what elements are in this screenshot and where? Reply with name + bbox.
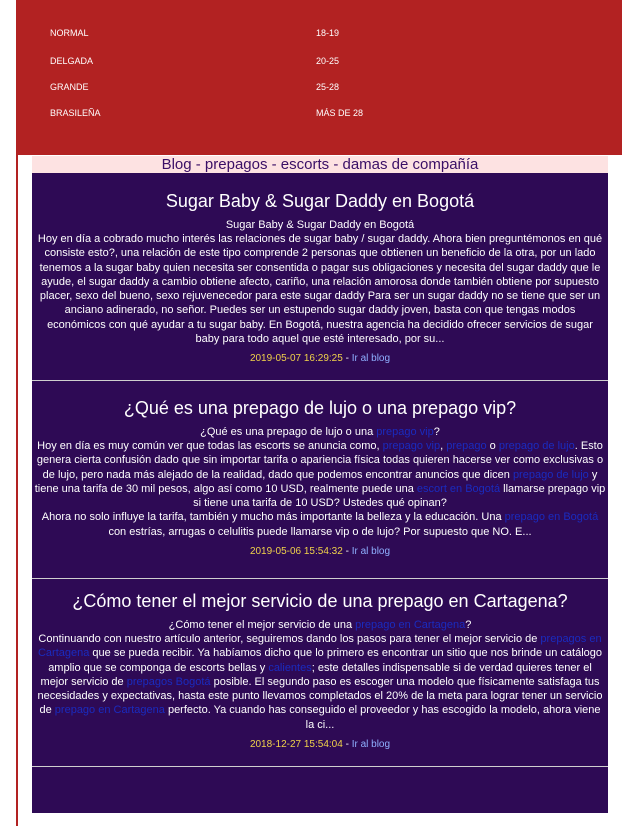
size-type: BRASILEÑA — [50, 108, 101, 118]
excerpt-text: posible. El segundo paso es escoger una modelo que físicamente satisfaga tus necesidades y expectativas, hasta este punto llevamos completados el 20% de la meta para lograr tener un servicio de — [37, 675, 603, 717]
post-divider — [32, 578, 608, 579]
post-title[interactable]: ¿Cómo tener el mejor servicio de una prepago en Cartagena? — [72, 591, 568, 611]
subtitle-text: ? — [433, 426, 440, 438]
size-table — [18, 0, 622, 155]
read-blog-link[interactable]: Ir al blog — [351, 739, 391, 751]
excerpt-text: llamarse prepago vip si tiene una tarifa de 10 USD? Ustedes qué opinan? — [193, 482, 606, 510]
post-excerpt — [32, 439, 608, 539]
inline-link[interactable]: prepago en Bogotá — [504, 511, 599, 524]
excerpt-text: que se pueda recibir. Ya habíamos dicho que lo primero es encontrar un sitio que nos brinde un catálogo amplio que se componga de escorts bellas y — [48, 647, 603, 674]
inline-link[interactable]: escort en Bogotá — [416, 482, 501, 495]
inline-link[interactable]: prepago vip — [382, 440, 441, 452]
excerpt-text: perfecto. Ya cuando has conseguido el proveedor y has escogido la modelo, ahora viene la ci... — [164, 704, 601, 731]
excerpt-text: o — [486, 440, 499, 452]
post-subtitle: Sugar Baby & Sugar Daddy en Bogotá — [225, 219, 415, 231]
inline-link[interactable]: prepagos en Cartagena — [37, 633, 602, 660]
excerpt-text: Hoy en día es muy común ver que todas las escorts se anuncia como, — [37, 440, 383, 452]
excerpt-text: Ahora no solo influye la tarifa, también y mucho más importante la belleza y la educación. Una — [41, 511, 505, 524]
excerpt-text: con estrías, arrugas o celulitis puede llamarse vip o de lujo? Por supuesto que NO. E... — [108, 525, 532, 538]
post-meta — [32, 738, 608, 751]
excerpt-text: . Esto genera cierta confusión dado que sin importar tarifa o apariencia física todas quieren hacerse ver como exclusivas o de lujo, pero nada más alejado de la realidad, dado que podemos encontrar anuncios que dicen — [36, 440, 604, 481]
excerpt-text: ; este detalles indispensable si de verdad quieres tener el mejor servicio de — [40, 661, 592, 688]
post-date: 2019-05-07 16:29:25 — [249, 353, 343, 365]
inline-link[interactable]: prepago vip — [376, 426, 434, 438]
subtitle-text: ¿Cómo tener el mejor servicio de una — [168, 619, 356, 631]
size-range: 18-19 — [316, 28, 340, 38]
post-excerpt — [32, 632, 608, 732]
post-date: 2018-12-27 15:54:04 — [249, 739, 343, 751]
inline-link[interactable]: prepago — [446, 440, 487, 452]
inline-link[interactable]: prepago en Cartagena — [355, 619, 466, 631]
post-subtitle — [32, 425, 608, 439]
blog-post — [32, 397, 608, 558]
size-type: GRANDE — [50, 82, 89, 92]
inline-link[interactable]: prepagos Bogotá — [126, 675, 211, 688]
meta-separator: - — [342, 546, 352, 558]
post-date: 2019-05-06 15:54:32 — [249, 546, 343, 558]
excerpt-text: y tiene una tarifa de 30 mil pesos, algo así como 10 USD, realmente puede una — [34, 468, 598, 495]
post-meta — [32, 352, 608, 365]
post-subtitle — [32, 618, 608, 632]
post-divider — [32, 766, 608, 767]
size-range: 20-25 — [316, 56, 340, 66]
inline-link[interactable]: prepago de lujo — [498, 440, 575, 452]
size-range: 25-28 — [316, 82, 340, 92]
subtitle-text: ? — [465, 619, 472, 631]
meta-separator: - — [342, 739, 352, 751]
post-title[interactable]: Sugar Baby & Sugar Daddy en Bogotá — [165, 191, 475, 211]
post-divider — [32, 380, 608, 381]
blog-header: Blog - prepagos - escorts - damas de compañía — [32, 156, 608, 173]
excerpt-text: , — [440, 440, 447, 452]
inline-link[interactable]: prepago de lujo — [512, 468, 589, 481]
post-meta — [32, 545, 608, 558]
post-title[interactable]: ¿Qué es una prepago de lujo o una prepago vip? — [123, 398, 517, 418]
read-blog-link[interactable]: Ir al blog — [351, 546, 391, 558]
post-excerpt: Hoy en día a cobrado mucho interés las relaciones de sugar baby / sugar daddy. Ahora bien preguntémonos en qué consiste esto?, una relación de este tipo comprende 2 personas que obtienen un beneficio de la otra, por un lado tenemos a la sugar baby quien necesita ser consentida o pagar sus obligaciones y necesita del sugar daddy que le ayude, el sugar daddy a cambio obtiene afecto, cariño, una relación amorosa donde también obtiene por supuesto placer, sexo del bueno, sexo rejuvenecedor para este sugar daddy Para ser un sugar daddy no se tiene que ser un anciano adinerado, no señor. Puedes ser un estupendo sugar daddy joven, basta con que tengas modos económicos con qué ayudar a tu sugar baby. En Bogotá, nuestra agencia ha decidido ofrecer servicios de sugar baby para todo aquel que esté interesado, por su... — [37, 233, 603, 346]
excerpt-text: Continuando con nuestro artículo anterior, seguiremos dando los pasos para tener el mejor servicio de — [38, 633, 541, 645]
inline-link[interactable]: prepago en Cartagena — [54, 704, 165, 717]
inline-link[interactable]: calientes — [268, 661, 312, 674]
blog-post — [32, 590, 608, 751]
size-range: MÁS DE 28 — [316, 108, 364, 118]
blog-post — [32, 190, 608, 365]
meta-separator: - — [342, 353, 352, 365]
size-type: DELGADA — [50, 56, 94, 66]
subtitle-text: ¿Qué es una prepago de lujo o una — [200, 426, 377, 438]
read-blog-link[interactable]: Ir al blog — [351, 353, 391, 365]
size-type: NORMAL — [50, 28, 89, 38]
